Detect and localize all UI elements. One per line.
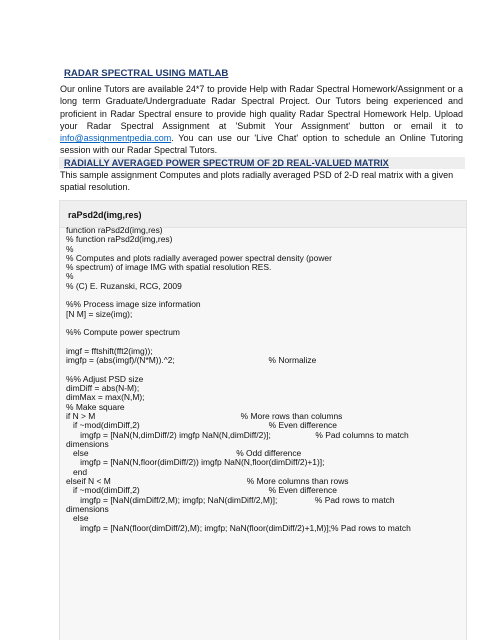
code-line: % Computes and plots radially averaged power spectral density (power [66,252,332,263]
code-line: function raPsd2d(img,res) [66,225,163,235]
code-panel-header [60,201,466,228]
code-line: %% Compute power spectrum [66,327,180,338]
code-line: imgfp = (abs(imgf)/(N*M)).^2; % Normalize [66,355,317,366]
code-line: else % Odd difference [66,448,302,459]
intro-paragraph [60,83,463,157]
code-line: dimDiff = abs(N-M); [66,383,140,394]
code-line: if ~mod(dimDiff,2) % Even difference [66,420,337,431]
code-line: dimensions [66,503,109,514]
code-line: % Make square [66,401,125,412]
code-line: imgfp = [NaN(floor(dimDiff/2),M); imgfp; NaN(floor(dimDiff/2)+1,M)];% Pad rows to match [66,522,411,533]
intro-text-part2: . You can use our 'Live Chat' option to schedule an Online Tutoring session with our Radar Spectral Tutors. [60,133,463,156]
intro-text [60,83,463,157]
code-line: if ~mod(dimDiff,2) % Even difference [66,485,337,496]
code-line: % [66,271,74,282]
code-line: dimensions [66,438,109,449]
intro-text-part1: Our online Tutors are available 24*7 to provide Help with Radar Spectral Homework/Assignment or a long term Graduate/Undergraduate Radar Spectral Project. Our Tutors being experienced and proficient in Radar Spectral ensure to provide high quality Radar Spectral Homework Help. Upload your Radar Spectral Assignment at 'Submit Your Assignment' button or email it to [60,84,463,131]
code-line: % (C) E. Ruzanski, RCG, 2009 [66,280,182,291]
code-line: %% Process image size information [66,299,201,310]
code-line: %% Adjust PSD size [66,373,144,384]
code-listing [66,226,411,533]
code-line: % spectrum) of image IMG with spatial resolution RES. [66,262,272,273]
code-line: imgf = fftshift(fft2(img)); [66,345,153,356]
code-line: end [66,466,88,477]
code-line: imgfp = [NaN(N,dimDiff/2) imgfp NaN(N,dimDiff/2)]; % Pad columns to match [66,429,409,440]
email-link[interactable]: info@assignmentpedia.com [60,133,172,144]
code-line: imgfp = [NaN(N,floor(dimDiff/2)) imgfp NaN(N,floor(dimDiff/2)+1)]; [66,457,325,468]
code-title: raPsd2d(img,res) [68,210,142,220]
code-line: else [66,513,89,524]
code-line: dimMax = max(N,M); [66,392,145,403]
section-heading-radar-spectral: RADAR SPECTRAL USING MATLAB [64,68,229,79]
code-line: % [66,243,74,254]
code-line: % function raPsd2d(img,res) [66,234,173,245]
code-line: elseif N < M % More columns than rows [66,476,349,487]
section-heading-psd: RADIALLY AVERAGED POWER SPECTRUM OF 2D REAL-VALUED MATRIX [64,158,389,168]
code-line: imgfp = [NaN(dimDiff/2,M); imgfp; NaN(dimDiff/2,M)]; % Pad rows to match [66,494,395,505]
section-description: This sample assignment Computes and plots radially averaged PSD of 2-D real matrix with a given spatial resolution. [60,170,454,192]
code-line: [N M] = size(img); [66,308,133,319]
code-line: if N > M % More rows than columns [66,410,343,421]
